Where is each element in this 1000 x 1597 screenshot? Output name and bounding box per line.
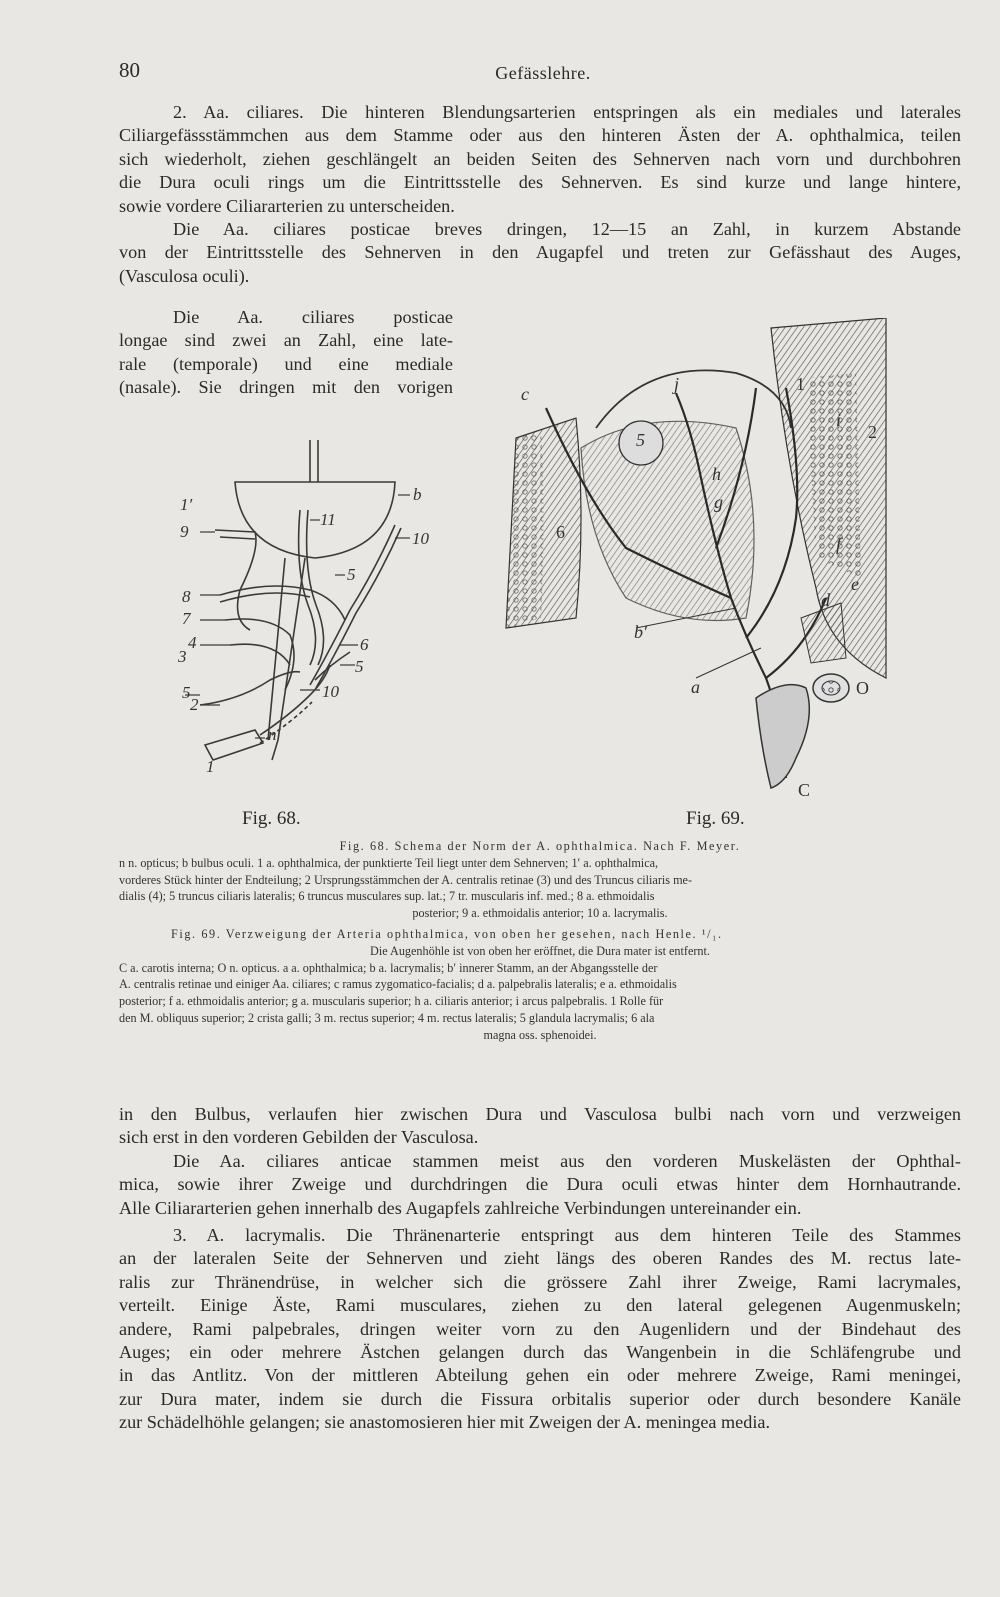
fig68-mark: 6	[360, 635, 369, 654]
text-line: ralis zur Thränendrüse, in welcher sich die grössere Zahl ihrer Zweige, Rami lacrymales,	[119, 1271, 961, 1292]
text-line: sich wiederholt, ziehen geschlängelt an beiden Seiten des Sehnerven nach vorn und durchbohren	[119, 148, 961, 169]
text-line: Die Aa. ciliares anticae stammen meist aus den vorderen Muskelästen der Ophthal-	[173, 1150, 961, 1171]
intro-paragraph	[119, 101, 961, 288]
fig69-mark: 6	[556, 522, 565, 542]
bone-texture	[506, 430, 544, 628]
caption-line: vorderes Stück hinter der Endteilung; 2 Ursprungsstämmchen der A. centralis retinae (3) und des Truncus ciliaris me-	[119, 872, 693, 887]
fig68-schematic	[160, 440, 460, 800]
vessel-top	[310, 440, 318, 482]
fig68-mark: 10	[412, 529, 429, 548]
fig69-mark: 2	[868, 422, 877, 442]
text-line: zur Dura mater, indem sie durch die Fissura orbitalis superior oder durch besondere Kanäle	[119, 1388, 961, 1409]
fig68-mark: n	[268, 725, 277, 744]
text-line: 2. Aa. ciliares. Die hinteren Blendungsarterien entspringen als ein mediales und laterales	[173, 102, 961, 122]
ophthalmica-stump	[205, 730, 263, 760]
fig69-label: Fig. 69.	[686, 808, 745, 829]
text-line: Die Aa. ciliares posticae breves dringen, 12—15 an Zahl, in kurzem Abstande	[173, 219, 961, 240]
text-line: verteilt. Einige Äste, Rami musculares, ziehen zu den lateral gelegenen Augenmuskeln;	[119, 1295, 961, 1316]
fig68-mark: 1′	[180, 495, 193, 514]
fig68-mark: b	[413, 485, 422, 504]
text-line: an der lateralen Seite der Sehnerven und zieht längs des oberen Randes des M. rectus late-	[119, 1248, 961, 1269]
caption-line: den M. obliquus superior; 2 crista galli; 3 m. rectus superior; 4 m. rectus lateralis; 5 glandula lacrymalis; 6 ala	[119, 1010, 655, 1025]
fig68-mark: 5	[182, 683, 191, 702]
text-line: andere, Rami palpebrales, dringen weiter vorn zu den Augenlidern und der Bindehaut des	[119, 1318, 961, 1339]
opticus-core	[822, 681, 840, 695]
text-line: (Vasculosa oculi).	[119, 265, 250, 286]
vessel-7	[225, 619, 294, 690]
fig68-mark: 11	[320, 510, 336, 529]
text-line: Ciliargefässstämmchen aus dem Stamme oder aus den hinteren Ästen der A. ophthalmica, teilen	[119, 125, 961, 146]
fig68-label: Fig. 68.	[242, 808, 301, 829]
side-paragraph	[119, 306, 453, 400]
fig69-mark: 5	[636, 430, 645, 450]
carotis-interna	[756, 685, 809, 788]
fig68-mark: 4	[188, 633, 197, 652]
text-line: 3. A. lacrymalis. Die Thränenarterie entspringt aus dem hinteren Teile des Stammes	[173, 1225, 961, 1246]
text-line: Auges; ein oder mehrere Ästchen gelangen durch das Wangenbein in die Schläfengrube und	[119, 1342, 961, 1363]
text-line: von der Eintrittsstelle des Sehnerven in den Augapfel und treten zur Gefässhaut des Auges,	[119, 242, 961, 263]
text-line: longae sind zwei an Zahl, eine late-	[119, 330, 453, 351]
text-line: rale (temporale) und eine mediale	[119, 353, 453, 374]
caption-line: Fig. 68. Schema der Norm der A. ophthalmica. Nach F. Meyer.	[339, 839, 741, 853]
caption-line: magna oss. sphenoidei.	[483, 1027, 597, 1042]
fig69-mark: g	[714, 492, 723, 512]
text-line: (nasale). Sie dringen mit den vorigen	[119, 377, 453, 398]
rectus-stump	[801, 603, 846, 663]
fig69-mark: O	[856, 678, 869, 698]
caption-line: Fig. 69. Verzweigung der Arteria ophthalmica, von oben her gesehen, nach Henle. ¹/₁.	[171, 926, 723, 941]
fig68-mark: 5	[355, 657, 364, 676]
fig69-mark: i	[836, 410, 842, 430]
fig68-mark: 5	[347, 565, 356, 584]
fig68-mark: 2	[190, 695, 199, 714]
text-line: mica, sowie ihrer Zweige und durchdringen die Dura oculi etwas hinter dem Hornhautrande.	[119, 1174, 961, 1195]
vessel-9b	[220, 537, 255, 539]
caption-line: Die Augenhöhle ist von oben her eröffnet, die Dura mater ist entfernt.	[370, 943, 710, 958]
fig69-mark: f	[836, 534, 842, 554]
fig69-mark: a	[691, 677, 700, 697]
caption-line: n n. opticus; b bulbus oculi. 1 a. ophthalmica, der punktierte Teil liegt unter dem Sehnerven; 1′ a. ophthalmica,	[119, 855, 659, 870]
fig69-illustration	[486, 318, 906, 798]
fig68-mark: 10	[322, 682, 339, 701]
fig69-mark: d	[821, 590, 830, 610]
caption-line: posterior; f a. ethmoidalis anterior; g a. muscularis superior; h a. ciliaris anterior; i arcus palpebralis. 1 Rolle für	[119, 994, 664, 1009]
fig69-mark: e	[851, 574, 859, 594]
page-number: 80	[119, 58, 140, 82]
fig69-mark: C	[798, 780, 811, 798]
body-paragraph	[119, 1103, 961, 1435]
caption-line: A. centralis retinae und einiger Aa. ciliares; c ramus zygomatico-facialis; d a. palpebralis lateralis; e a. ethmoidalis	[119, 977, 677, 992]
fig69-mark: c	[521, 384, 529, 404]
fig68-mark: 9	[180, 522, 189, 541]
fig69-mark: h	[712, 464, 721, 484]
text-line: in den Bulbus, verlaufen hier zwischen Dura und Vasculosa bulbi nach vorn und verzweigen	[119, 1104, 961, 1124]
vessel-8b	[220, 593, 310, 602]
fig68-mark: 3	[178, 647, 187, 666]
text-line: sowie vordere Ciliararterien zu unterscheiden.	[119, 195, 455, 216]
text-line: Die Aa. ciliares posticae	[173, 307, 453, 327]
vessel-9	[215, 530, 256, 630]
caption-line: dialis (4); 5 truncus ciliaris lateralis; 6 truncus musculares sup. lat.; 7 tr. muscularis inf. med.; 8 a. ethmoidalis	[119, 889, 655, 904]
figure-captions	[119, 838, 961, 1044]
eyeball-dome	[596, 370, 791, 428]
text-line: in das Antlitz. Von der mittleren Abteilung gehen ein oder mehrere Zweige, Rami meningei,	[119, 1365, 961, 1386]
running-title: Gefässlehre.	[495, 63, 591, 83]
text-line: zur Schädelhöhle gelangen; sie anastomosieren hier mit Zweigen der A. meningea media.	[119, 1412, 770, 1433]
caption-line: C a. carotis interna; O n. opticus. a a. ophthalmica; b a. lacrymalis; b′ innerer Stamm, an der Abgangsstelle der	[119, 960, 658, 975]
text-line: Alle Ciliararterien gehen innerhalb des Augapfels zahlreiche Verbindungen untereinander ein.	[119, 1197, 802, 1218]
fig68-mark: 7	[182, 609, 191, 628]
fig69-mark: j	[674, 374, 680, 394]
fig68-mark: 1	[206, 757, 215, 776]
caption-line: posterior; 9 a. ethmoidalis anterior; 10 a. lacrymalis.	[412, 906, 668, 921]
fig69-mark: b′	[634, 622, 647, 642]
fig68-mark: 8	[182, 587, 191, 606]
text-line: die Dura oculi rings um die Eintrittsstelle des Sehnerven. Es sind kurze und lange hintere,	[119, 172, 961, 193]
fig69-mark: 1	[796, 374, 805, 394]
vessel-4	[230, 644, 290, 665]
text-line: sich erst in den vorderen Gebilden der Vasculosa.	[119, 1127, 479, 1148]
